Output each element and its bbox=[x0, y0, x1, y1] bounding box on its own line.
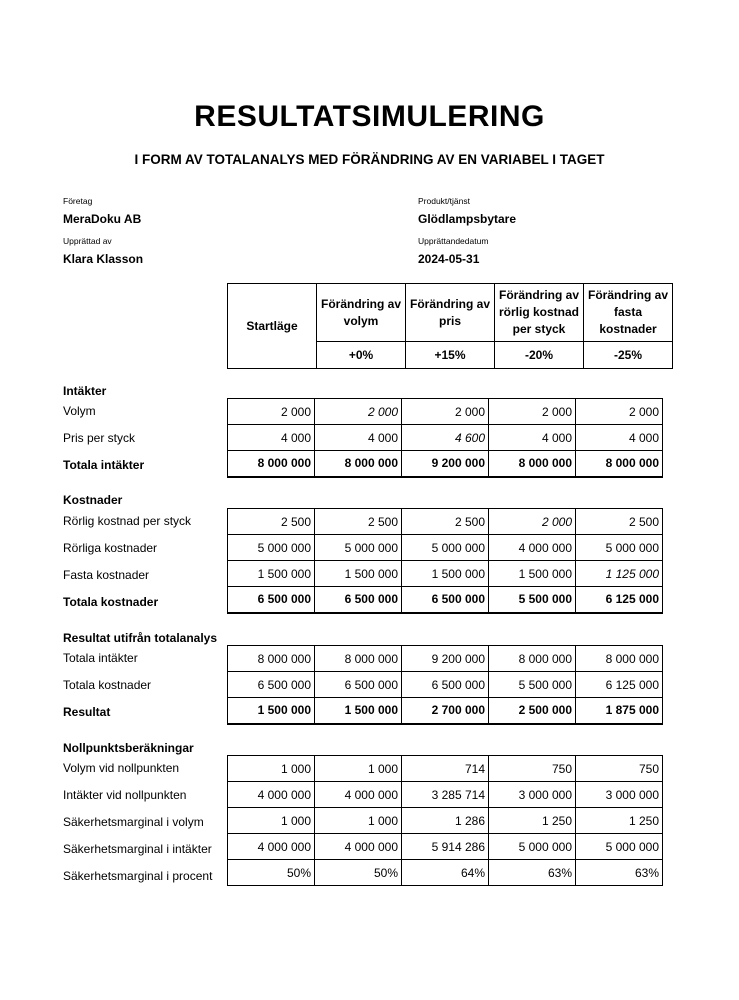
table-row bbox=[228, 425, 663, 451]
table-cell: 6 125 000 bbox=[576, 587, 663, 613]
table-cell: 2 000 bbox=[315, 399, 402, 425]
table-cell: 3 285 714 bbox=[402, 782, 489, 808]
table-cell: 4 600 bbox=[402, 425, 489, 451]
table-cell: 1 500 000 bbox=[489, 561, 576, 587]
table-cell: 2 500 bbox=[315, 509, 402, 535]
row-label: Totala kostnader bbox=[63, 678, 152, 692]
table-cell: 50% bbox=[315, 860, 402, 886]
table-cell: 1 500 000 bbox=[315, 698, 402, 724]
table-cell: 1 250 bbox=[576, 808, 663, 834]
table-cell: 5 000 000 bbox=[576, 535, 663, 561]
table-cell: 1 000 bbox=[228, 756, 315, 782]
table-cell: 2 500 bbox=[402, 509, 489, 535]
table-cell: 1 500 000 bbox=[228, 698, 315, 724]
table-row bbox=[228, 782, 663, 808]
breakeven-table bbox=[227, 755, 663, 886]
table-cell: 64% bbox=[402, 860, 489, 886]
table-cell: 50% bbox=[228, 860, 315, 886]
table-row bbox=[228, 698, 663, 724]
section-title-costs: Kostnader bbox=[63, 493, 123, 507]
table-cell: 5 500 000 bbox=[489, 587, 576, 613]
table-cell: 3 000 000 bbox=[489, 782, 576, 808]
row-label: Rörlig kostnad per styck bbox=[63, 514, 192, 528]
table-cell: 2 700 000 bbox=[402, 698, 489, 724]
row-label: Totala intäkter bbox=[63, 458, 145, 472]
table-row bbox=[228, 399, 663, 425]
table-cell: 8 000 000 bbox=[576, 451, 663, 477]
table-cell: 5 500 000 bbox=[489, 672, 576, 698]
company-label: Företag bbox=[63, 196, 93, 206]
author-label: Upprättad av bbox=[63, 236, 112, 246]
table-cell: 1 500 000 bbox=[228, 561, 315, 587]
table-cell: 2 500 bbox=[576, 509, 663, 535]
table-cell: 750 bbox=[489, 756, 576, 782]
page-title: RESULTATSIMULERING bbox=[194, 100, 545, 133]
table-cell: 4 000 000 bbox=[228, 834, 315, 860]
table-cell: 1 500 000 bbox=[315, 561, 402, 587]
row-label: Totala intäkter bbox=[63, 651, 138, 665]
table-cell: 6 500 000 bbox=[402, 587, 489, 613]
table-cell: 8 000 000 bbox=[576, 646, 663, 672]
table-cell: 8 000 000 bbox=[315, 451, 402, 477]
table-cell: 714 bbox=[402, 756, 489, 782]
table-cell: 2 500 000 bbox=[489, 698, 576, 724]
row-label: Volym bbox=[63, 404, 96, 418]
table-cell: 4 000 bbox=[576, 425, 663, 451]
table-cell: 63% bbox=[489, 860, 576, 886]
table-row bbox=[228, 756, 663, 782]
table-cell: 1 000 bbox=[315, 756, 402, 782]
table-cell: 4 000 000 bbox=[315, 782, 402, 808]
table-cell: 5 000 000 bbox=[576, 834, 663, 860]
product-value: Glödlampsbytare bbox=[418, 212, 517, 226]
table-cell: 1 875 000 bbox=[576, 698, 663, 724]
date-value: 2024-05-31 bbox=[418, 252, 480, 266]
table-cell: 8 000 000 bbox=[489, 451, 576, 477]
column-header-volume: Förändring av volym bbox=[317, 284, 406, 342]
table-row bbox=[228, 646, 663, 672]
table-cell: 2 000 bbox=[489, 509, 576, 535]
table-cell: 3 000 000 bbox=[576, 782, 663, 808]
column-header-fixed: Förändring av fasta kostnader bbox=[584, 284, 673, 342]
table-cell: 5 000 000 bbox=[228, 535, 315, 561]
column-header-varcost: Förändring av rörlig kostnad per styck bbox=[495, 284, 584, 342]
change-pct-varcost: -20% bbox=[495, 342, 584, 369]
column-header-start: Startläge bbox=[228, 284, 317, 369]
change-pct-volume: +0% bbox=[317, 342, 406, 369]
company-value: MeraDoku AB bbox=[63, 212, 142, 226]
costs-table bbox=[227, 508, 663, 614]
table-cell: 2 000 bbox=[576, 399, 663, 425]
income-table bbox=[227, 398, 663, 478]
table-cell: 6 125 000 bbox=[576, 672, 663, 698]
section-title-breakeven: Nollpunktsberäkningar bbox=[63, 741, 194, 755]
row-label: Volym vid nollpunkten bbox=[63, 761, 180, 775]
table-row bbox=[228, 834, 663, 860]
table-cell: 63% bbox=[576, 860, 663, 886]
table-row bbox=[228, 561, 663, 587]
row-label: Rörliga kostnader bbox=[63, 541, 158, 555]
table-cell: 4 000 bbox=[228, 425, 315, 451]
row-label: Säkerhetsmarginal i procent bbox=[63, 869, 213, 883]
row-label: Totala kostnader bbox=[63, 595, 159, 609]
table-cell: 6 500 000 bbox=[315, 672, 402, 698]
table-cell: 9 200 000 bbox=[402, 451, 489, 477]
table-cell: 750 bbox=[576, 756, 663, 782]
row-label: Pris per styck bbox=[63, 431, 136, 445]
change-pct-price: +15% bbox=[406, 342, 495, 369]
result-table bbox=[227, 645, 663, 725]
table-row bbox=[228, 509, 663, 535]
table-cell: 4 000 000 bbox=[228, 782, 315, 808]
table-row bbox=[228, 860, 663, 886]
table-cell: 2 000 bbox=[402, 399, 489, 425]
table-cell: 4 000 000 bbox=[315, 834, 402, 860]
table-cell: 8 000 000 bbox=[315, 646, 402, 672]
table-cell: 8 000 000 bbox=[228, 451, 315, 477]
table-cell: 1 500 000 bbox=[402, 561, 489, 587]
row-label: Fasta kostnader bbox=[63, 568, 150, 582]
row-label: Säkerhetsmarginal i intäkter bbox=[63, 842, 212, 856]
table-cell: 5 000 000 bbox=[489, 834, 576, 860]
page-subtitle: I FORM AV TOTALANALYS MED FÖRÄNDRING AV EN VARIABEL I TAGET bbox=[134, 152, 605, 167]
table-cell: 4 000 000 bbox=[489, 535, 576, 561]
table-cell: 2 500 bbox=[228, 509, 315, 535]
table-cell: 1 125 000 bbox=[576, 561, 663, 587]
table-cell: 1 286 bbox=[402, 808, 489, 834]
date-label: Upprättandedatum bbox=[418, 236, 489, 246]
table-cell: 5 000 000 bbox=[315, 535, 402, 561]
table-row bbox=[228, 672, 663, 698]
table-cell: 6 500 000 bbox=[402, 672, 489, 698]
table-row bbox=[228, 451, 663, 477]
table-cell: 4 000 bbox=[489, 425, 576, 451]
table-cell: 8 000 000 bbox=[228, 646, 315, 672]
product-label: Produkt/tjänst bbox=[418, 196, 470, 206]
table-cell: 5 914 286 bbox=[402, 834, 489, 860]
table-row bbox=[228, 587, 663, 613]
table-row bbox=[228, 808, 663, 834]
change-pct-fixed: -25% bbox=[584, 342, 673, 369]
table-cell: 6 500 000 bbox=[228, 672, 315, 698]
table-cell: 2 000 bbox=[228, 399, 315, 425]
table-cell: 9 200 000 bbox=[402, 646, 489, 672]
table-cell: 5 000 000 bbox=[402, 535, 489, 561]
column-header-price: Förändring av pris bbox=[406, 284, 495, 342]
row-label: Intäkter vid nollpunkten bbox=[63, 788, 187, 802]
table-cell: 1 000 bbox=[228, 808, 315, 834]
table-cell: 6 500 000 bbox=[228, 587, 315, 613]
row-label: Resultat bbox=[63, 705, 111, 719]
author-value: Klara Klasson bbox=[63, 252, 144, 266]
table-cell: 1 250 bbox=[489, 808, 576, 834]
table-row bbox=[228, 535, 663, 561]
table-cell: 6 500 000 bbox=[315, 587, 402, 613]
table-cell: 1 000 bbox=[315, 808, 402, 834]
section-title-income: Intäkter bbox=[63, 384, 107, 398]
table-cell: 8 000 000 bbox=[489, 646, 576, 672]
section-title-result: Resultat utifrån totalanalys bbox=[63, 631, 218, 645]
table-cell: 4 000 bbox=[315, 425, 402, 451]
table-cell: 2 000 bbox=[489, 399, 576, 425]
column-header-table bbox=[227, 283, 673, 369]
row-label: Säkerhetsmarginal i volym bbox=[63, 815, 204, 829]
